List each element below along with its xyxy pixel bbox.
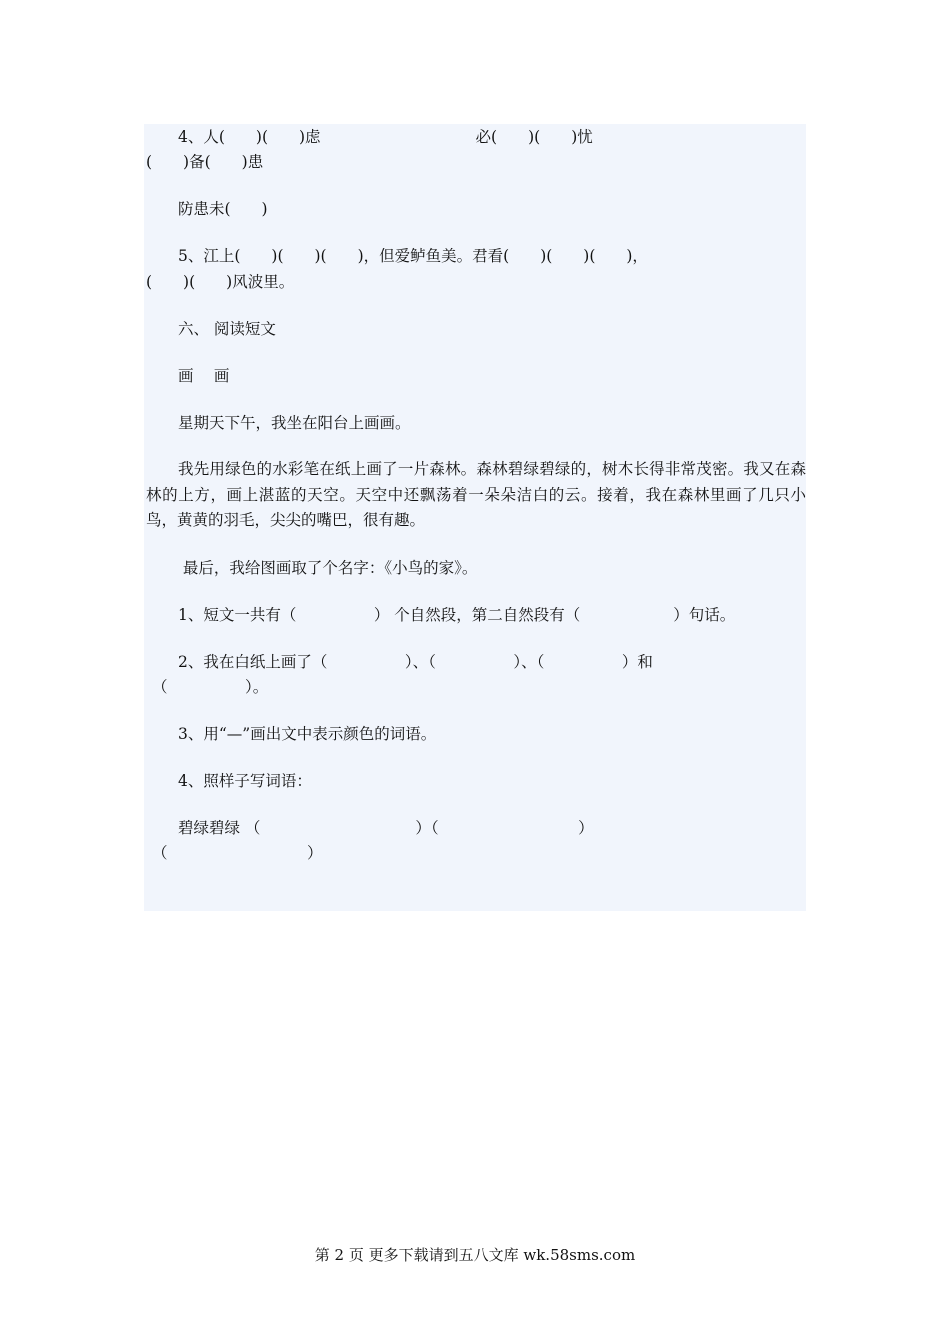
page-footer: 第 2 页 更多下载请到五八文库 wk.58sms.com [314,1246,636,1264]
reading-question-4: 4、照样子写词语： [178,772,312,790]
reading-question-1: 1、短文一共有（ ） 个自然段，第二自然段有（ ）句话。 [178,606,736,624]
essay-title: 画 画 [178,367,230,385]
reading-question-3: 3、用“—”画出文中表示颜色的词语。 [178,725,437,743]
essay-paragraph-2: 我先用绿色的水彩笔在纸上画了一片森林。森林碧绿碧绿的，树木长得非常茂密。我又在森林的上方，画上湛蓝的天空。天空中还飘荡着一朵朵洁白的云。接着，我在森林里画了几只小鸟，黄黄的羽毛，尖尖的嘴巴，很有趣。 [146,460,806,529]
essay-paragraph-1: 星期天下午，我坐在阳台上画画。 [178,414,411,432]
reading-question-2-line-2: （ ）。 [152,678,269,696]
essay-paragraph-3: 最后，我给图画取了个名字：《小鸟的家》。 [178,559,478,577]
reading-question-4-line-2: （ ） [152,844,323,862]
q4-line-1: 4、人( )( )虑 必( )( )忧 [178,128,593,146]
q4-line-3: 防患未( ) [178,200,268,218]
q5-line-1: 5、江上( )( )( )，但爱鲈鱼美。君看( )( )( )， [178,247,648,265]
section-6-title: 六、 阅读短文 [178,320,276,338]
reading-question-4-example: 碧绿碧绿 （ ）（ ） [178,819,594,837]
q4-line-2: ( )备( )患 [146,153,264,171]
q5-line-2: ( )( )风波里。 [146,273,295,291]
reading-question-2-line-1: 2、我在白纸上画了（ ）、（ ）、（ ）和 [178,653,653,671]
